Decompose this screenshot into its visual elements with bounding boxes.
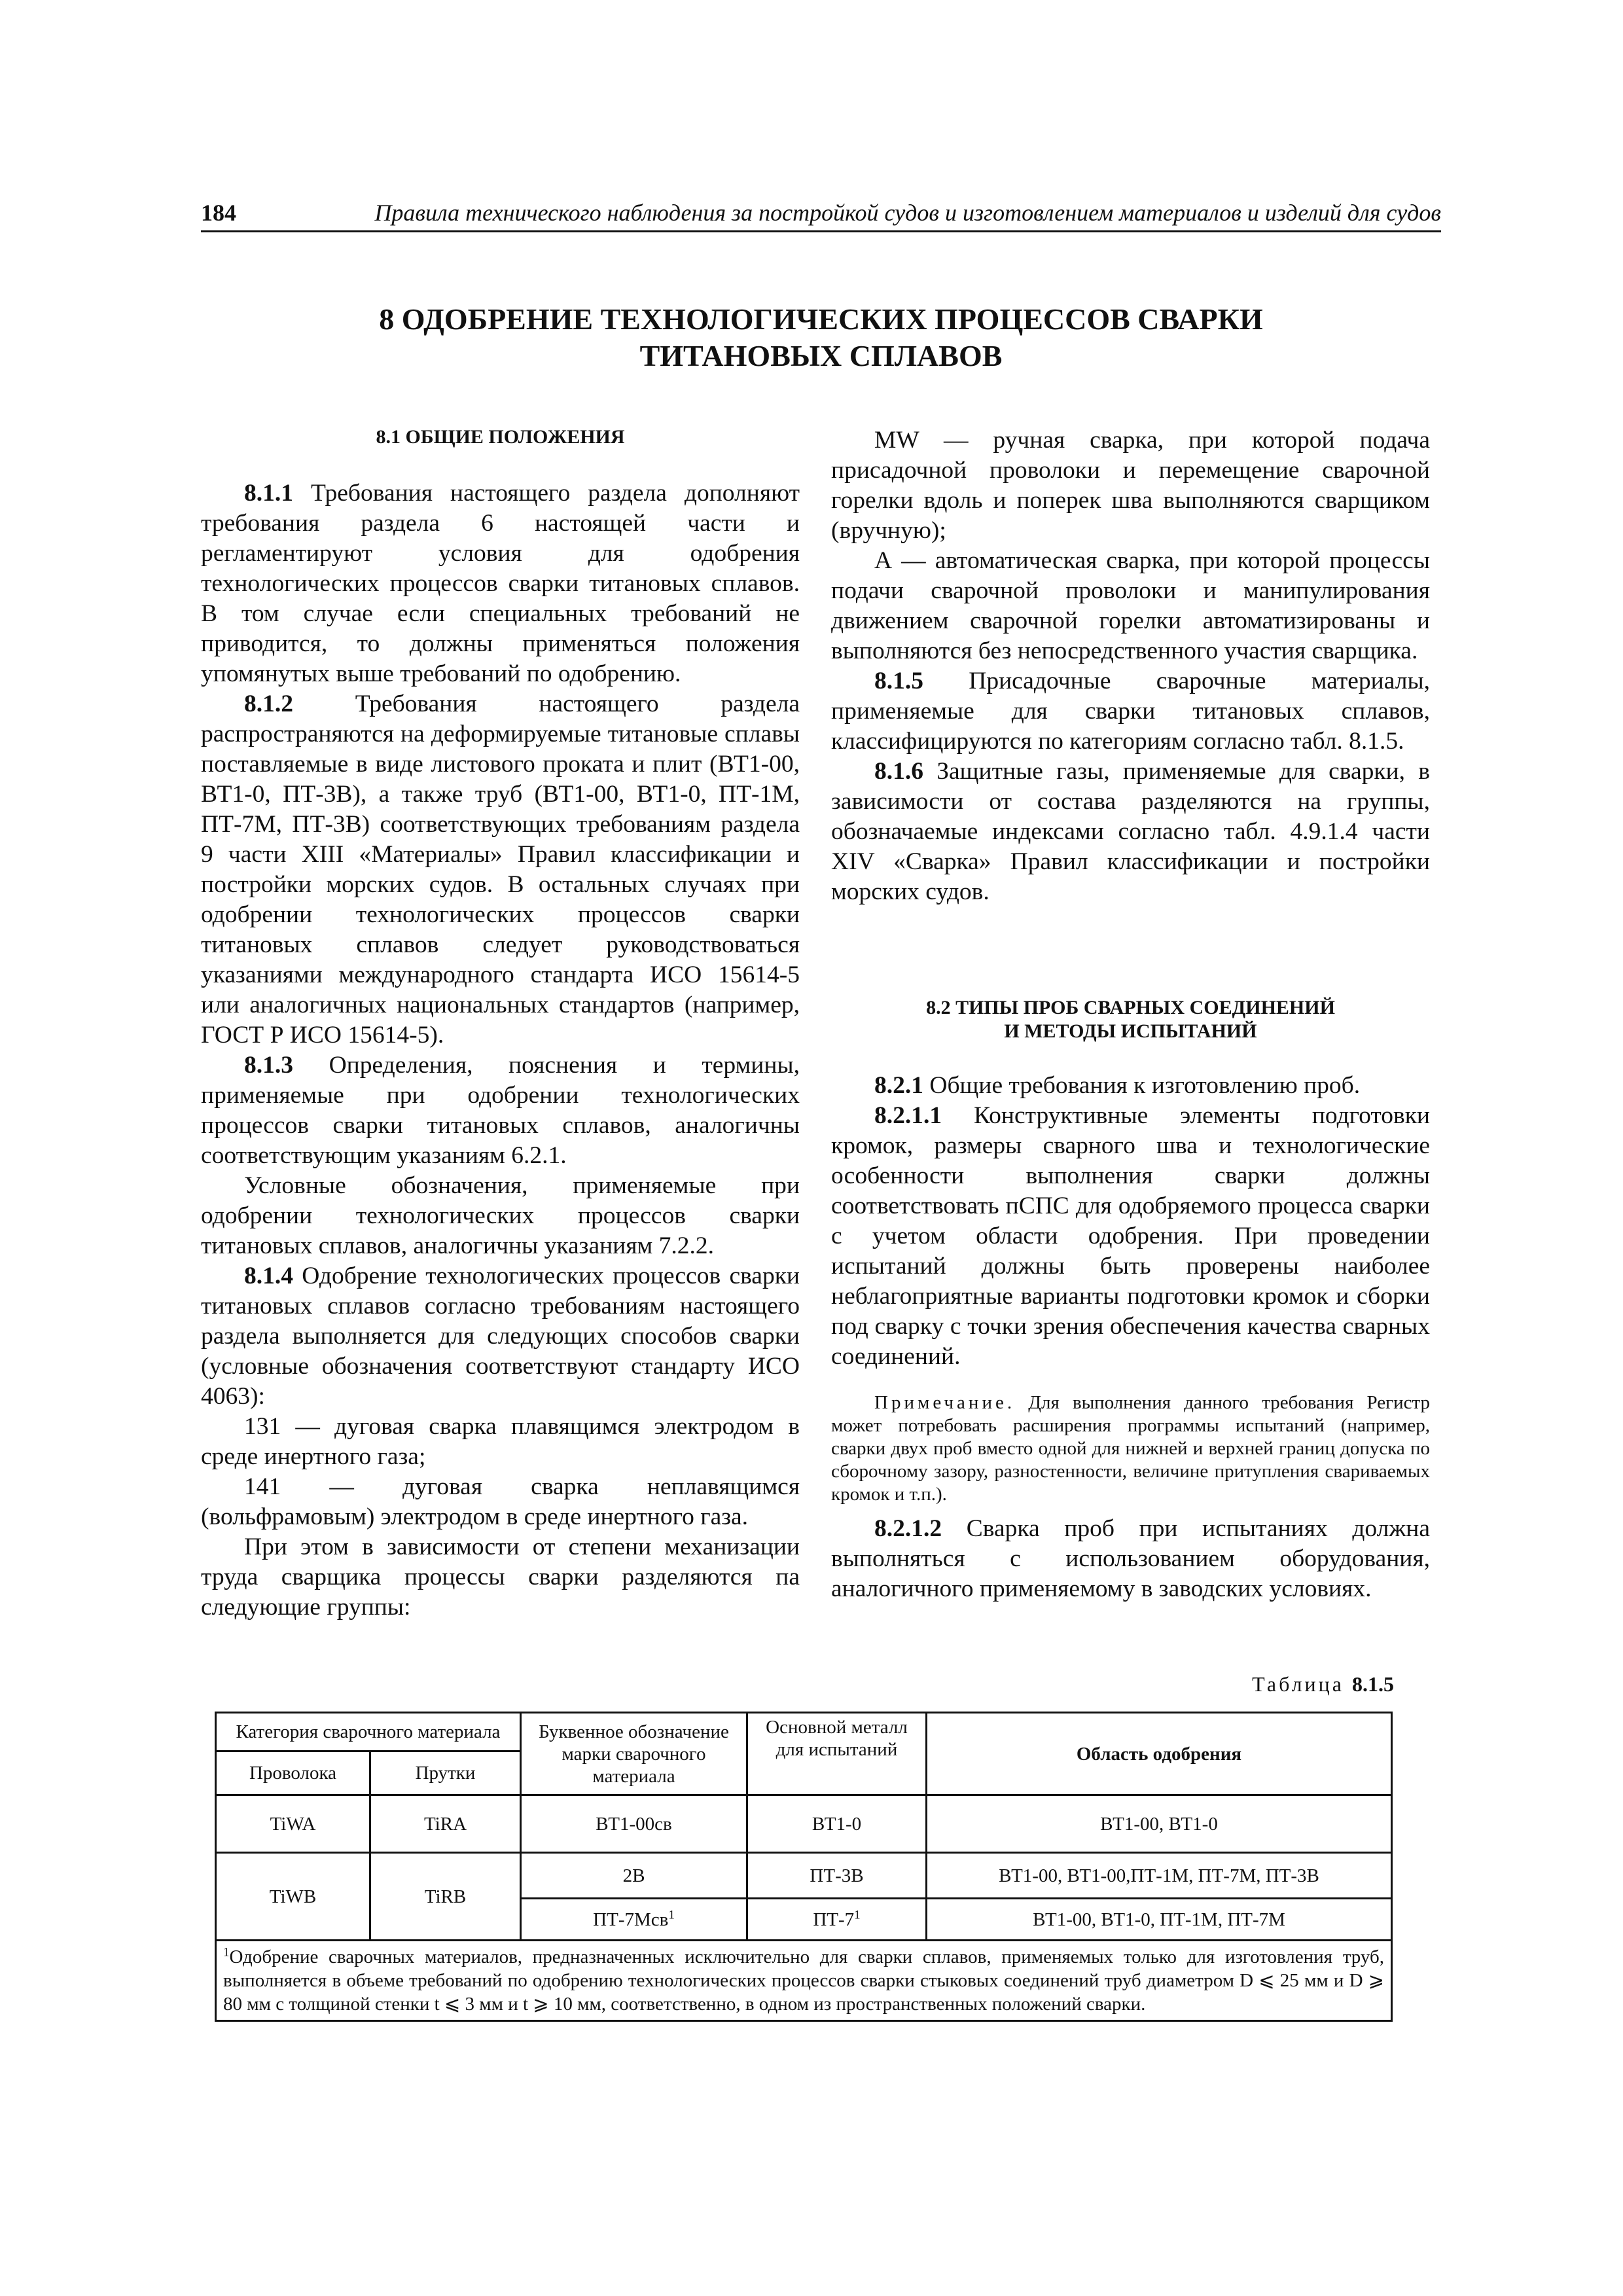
table-footnote <box>216 1941 1392 2021</box>
paragraph-text: Определения, пояснения и термины, применяемые при одобрении технологических процессов сварки титановых сплавов, аналогичны соответствующим указаниям 6.2.1. <box>201 1052 800 1169</box>
paragraph-process-141: 141 — дуговая сварка неплавящимся (вольфрамовым) электродом в среде инертного газа. <box>201 1473 800 1530</box>
cell-wire: TiWB <box>216 1853 370 1941</box>
running-title: Правила технического наблюдения за постройкой судов и изготовлением материалов и изделий для судов <box>374 200 1441 226</box>
table-caption <box>1113 1672 1394 1696</box>
header-base-metal: Основной металл для испытаний <box>747 1713 927 1795</box>
paragraph-number: 8.1.2 <box>244 691 293 717</box>
header-rods: Прутки <box>370 1751 521 1795</box>
header-letter-designation: Буквенное обозначение марки сварочного материала <box>521 1713 747 1795</box>
cell-letter: ВТ1-00св <box>521 1795 747 1853</box>
left-column <box>201 425 800 1623</box>
note-label: Примечание. <box>874 1392 1016 1413</box>
paragraph-number: 8.1.3 <box>244 1052 293 1079</box>
right-column <box>831 425 1430 1604</box>
cell-base-text: ПТ-7 <box>813 1909 855 1930</box>
table-caption-word: Таблица <box>1252 1672 1344 1696</box>
table-footnote-row <box>216 1941 1392 2021</box>
note <box>831 1391 1430 1506</box>
header-wire: Проволока <box>216 1751 370 1795</box>
cell-rods: TiRB <box>370 1853 521 1941</box>
footnote-text: Одобрение сварочных материалов, предназначенных исключительно для сварки сплавов, применяемых только для изготовления труб, выполняется в объеме требований по одобрению технологических процессов сварки стыковых соединений труб диаметром D ⩽ 25 мм и D ⩾ 80 мм с толщиной стенки t ⩽ 3 мм и t ⩾ 10 мм, соответственно, в одном из пространственных положений сварки. <box>223 1946 1384 2015</box>
page-number: 184 <box>201 200 236 226</box>
chapter-title-line-2: ТИТАНОВЫХ СПЛАВОВ <box>639 339 1003 372</box>
cell-scope: ВТ1-00, ВТ1-0, ПТ-1М, ПТ-7М <box>927 1899 1392 1941</box>
paragraph-text: Защитные газы, применяемые для сварки, в зависимости от состава разделяются на группы, обозначаемые индексами согласно табл. 4.9.1.4 части XIV «Сварка» Правил классификации и постройки морских судов. <box>831 758 1430 905</box>
table-header-row <box>216 1713 1392 1751</box>
paragraph-8-1-1 <box>201 478 800 689</box>
cell-letter: 2В <box>521 1853 747 1899</box>
section-8-2-title-line-1: 8.2 ТИПЫ ПРОБ СВАРНЫХ СОЕДИНЕНИЙ <box>926 997 1335 1018</box>
table-caption-number: 8.1.5 <box>1352 1672 1394 1696</box>
paragraph-conventions: Условные обозначения, применяемые при одобрении технологических процессов сварки титановых сплавов, аналогичны указаниям 7.2.2. <box>201 1172 800 1259</box>
paragraph-process-131: 131 — дуговая сварка плавящимся электродом в среде инертного газа; <box>201 1413 800 1470</box>
footnote-mark: 1 <box>223 1945 230 1960</box>
table-row <box>216 1853 1392 1899</box>
cell-rods: TiRA <box>370 1795 521 1853</box>
paragraph-8-1-6 <box>831 757 1430 907</box>
paragraph-8-2-1 <box>831 1071 1430 1101</box>
paragraph-text: Требования настоящего раздела дополняют требования раздела 6 настоящей части и регламентируют условия для одобрения технологических процессов сварки титановых сплавов. В том случае если специальных требований не приводится, то должны применяться положения упомянутых выше требований по одобрению. <box>201 480 800 687</box>
cell-scope: ВТ1-00, ВТ1-0 <box>927 1795 1392 1853</box>
chapter-title <box>201 301 1441 374</box>
paragraph-number: 8.1.5 <box>874 668 923 694</box>
paragraph-number: 8.2.1.2 <box>874 1515 942 1542</box>
footnote-ref: 1 <box>668 1907 675 1922</box>
paragraph-text: Общие требования к изготовлению проб. <box>929 1072 1361 1099</box>
paragraph-number: 8.1.4 <box>244 1263 293 1289</box>
paragraph-a: А — автоматическая сварка, при которой процессы подачи сварочной проволоки и манипулирования движением сварочной горелки автоматизированы и выполняются без непосредственного участия сварщика. <box>831 547 1430 664</box>
running-header <box>201 195 1441 232</box>
paragraph-text: Требования настоящего раздела распространяются на деформируемые титановые сплавы поставляемые в виде листового проката и плит (ВТ1-00, ВТ1-0, ПТ-3В), а также труб (ВТ1-00, ВТ1-0, ПТ-1М, ПТ-7М, ПТ-3В) соответствующих требованиям раздела 9 части XIII «Материалы» Правил классификации и постройки морских судов. В остальных случаях при одобрении технологических процессов сварки титановых сплавов следует руководствоваться указаниями международного стандарта ИСО 15614-5 или аналогичных национальных стандартов (например, ГОСТ Р ИСО 15614-5). <box>201 691 800 1049</box>
paragraph-text: Сварка проб при испытаниях должна выполняться с использованием оборудования, аналогичного применяемому в заводских условиях. <box>831 1515 1430 1602</box>
paragraph-mechanization: При этом в зависимости от степени механизации труда сварщика процессы сварки разделяются па следующие группы: <box>201 1534 800 1621</box>
approval-table <box>215 1712 1393 2022</box>
section-8-2-title <box>831 996 1430 1043</box>
section-8-1-title: 8.1 ОБЩИЕ ПОЛОЖЕНИЯ <box>376 426 625 448</box>
cell-letter <box>521 1899 747 1941</box>
paragraph-number: 8.2.1 <box>874 1072 923 1099</box>
paragraph-text: Присадочные сварочные материалы, применяемые для сварки титановых сплавов, классифицируются по категориям согласно табл. 8.1.5. <box>831 668 1431 755</box>
paragraph-text: Одобрение технологических процессов сварки титановых сплавов согласно требованиям настоящего раздела выполняется для следующих способов сварки (условные обозначения соответствуют стандарту ИСО 4063): <box>201 1263 800 1410</box>
cell-base: ВТ1-0 <box>747 1795 927 1853</box>
section-8-2-title-line-2: И МЕТОДЫ ИСПЫТАНИЙ <box>1004 1020 1257 1042</box>
paragraph-text: Конструктивные элементы подготовки кромок, размеры сварного шва и технологические особенности выполнения сварки должны соответствовать пСПС для одобряемого процесса сварки с учетом области одобрения. При проведении испытаний должны быть проверены наиболее неблагоприятные варианты подготовки кромок и сборки под сварку с точки зрения обеспечения качества сварных соединений. <box>831 1102 1430 1370</box>
header-category: Категория сварочного материала <box>216 1713 521 1751</box>
cell-base <box>747 1899 927 1941</box>
note-text: Для выполнения данного требования Регистр может потребовать расширения программы испытаний (например, сварки двух проб вместо одной для нижней и верхней границ допуска по сборочному зазору, разностенности, величине притупления свариваемых кромок и т.п.). <box>831 1392 1430 1505</box>
table-row <box>216 1795 1392 1853</box>
paragraph-8-1-2 <box>201 689 800 1050</box>
paragraph-number: 8.1.1 <box>244 480 293 507</box>
paragraph-8-1-5 <box>831 666 1430 757</box>
cell-base: ПТ-3В <box>747 1853 927 1899</box>
cell-wire: TiWA <box>216 1795 370 1853</box>
paragraph-8-1-3 <box>201 1050 800 1171</box>
paragraph-8-2-1-1 <box>831 1101 1430 1372</box>
paragraph-8-1-4 <box>201 1261 800 1412</box>
chapter-title-line-1: 8 ОДОБРЕНИЕ ТЕХНОЛОГИЧЕСКИХ ПРОЦЕССОВ СВАРКИ <box>379 302 1263 336</box>
paragraph-number: 8.2.1.1 <box>874 1102 942 1129</box>
cell-scope: ВТ1-00, ВТ1-00,ПТ-1М, ПТ-7М, ПТ-3В <box>927 1853 1392 1899</box>
header-approval-scope: Область одобрения <box>927 1713 1392 1795</box>
paragraph-number: 8.1.6 <box>874 758 923 785</box>
paragraph-8-2-1-2 <box>831 1514 1430 1604</box>
paragraph-mw: MW — ручная сварка, при которой подача присадочной проволоки и перемещение сварочной горелки вдоль и поперек шва выполняются сварщиком (вручную); <box>831 427 1430 544</box>
cell-letter-text: ПТ-7Мсв <box>593 1909 669 1930</box>
footnote-ref: 1 <box>854 1907 861 1922</box>
